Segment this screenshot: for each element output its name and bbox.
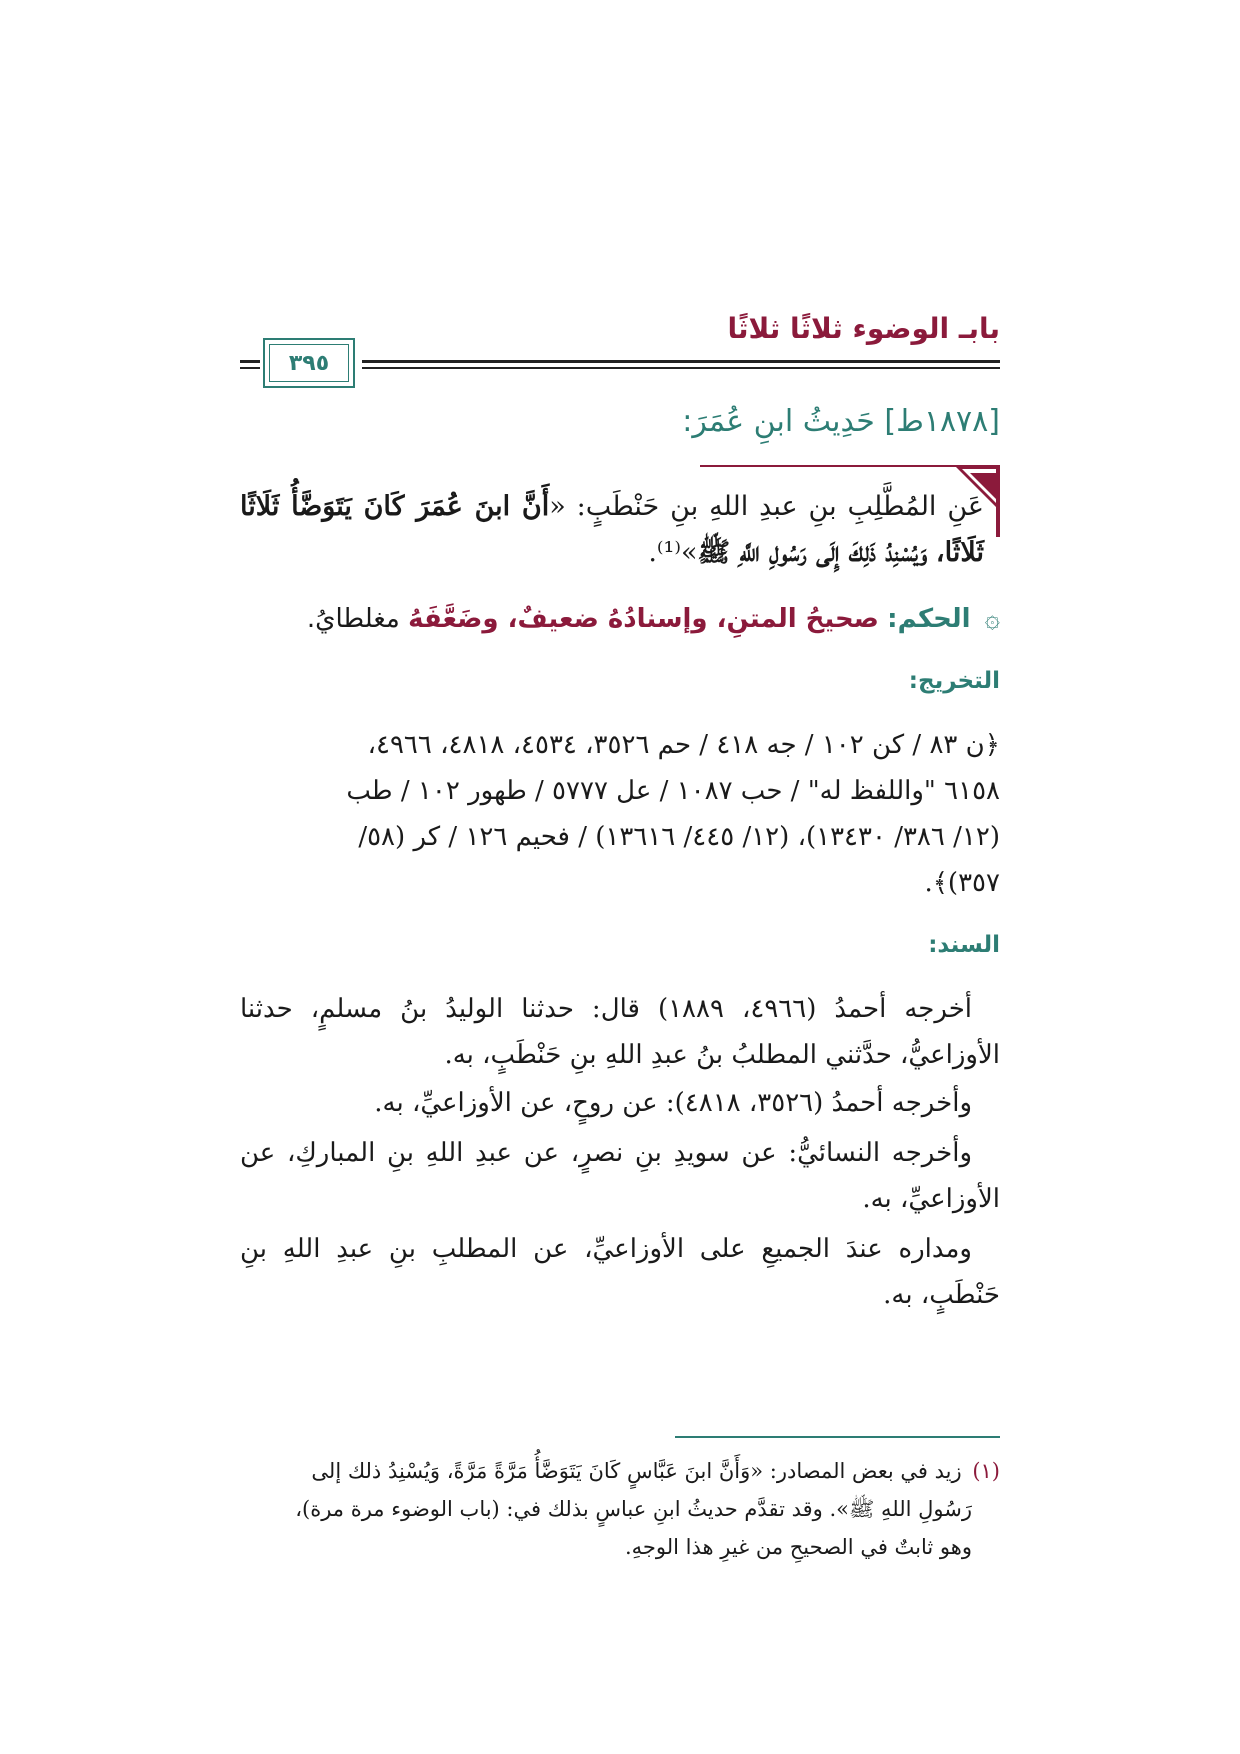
- hadith-end: »⁽¹⁾.: [648, 537, 698, 568]
- page-number: ٣٩٥: [288, 350, 330, 376]
- sanad-paragraph: وأخرجه أحمدُ (٣٥٢٦، ٤٨١٨): عن روحٍ، عن الأوزاعيِّ، به.: [374, 1088, 972, 1118]
- chapter-title: بابـ الوضوء ثلاثًا ثلاثًا: [727, 312, 1000, 345]
- footnote-separator: [675, 1436, 1000, 1438]
- takhrij-line: ٦١٥٨ "واللفظ له" / حب ١٠٨٧ / عل ٥٧٧٧ / طهور ١٠٢ / طب: [346, 776, 1000, 806]
- footnote-marker: (١): [972, 1459, 1000, 1483]
- takhrij-label: التخريج:: [908, 668, 1000, 694]
- ruling-label: الحكم:: [887, 604, 971, 634]
- footnote-line: وهو ثابتٌ في الصحيحِ من غيرِ هذا الوجهِ.: [624, 1535, 972, 1559]
- sanad-paragraph: وأخرجه النسائيُّ: عن سويدِ بنِ نصرٍ، عن عبدِ اللهِ بنِ المباركِ، عن الأوزاعيِّ، به.: [240, 1138, 1000, 1214]
- hadith-box-border: [996, 465, 1000, 537]
- footnote: [240, 1452, 1000, 1566]
- sanad-paragraph: أخرجه أحمدُ (٤٩٦٦، ١٨٨٩) قال: حدثنا الوليدُ بنُ مسلمٍ، حدثنا الأوزاعيُّ، حدَّثني المطلبُ بنُ عبدِ اللهِ بنِ حَنْطَبٍ، به.: [240, 994, 1000, 1070]
- hadith-matn: وَيُسْنِدُ ذَلِكَ إِلَى رَسُولِ اللَّهِ ﷺ: [697, 537, 928, 568]
- sanad-label: السند:: [928, 932, 1000, 958]
- takhrij-line: ٣٥٧)﴾.: [924, 868, 1000, 898]
- page-number-frame: [263, 338, 355, 388]
- hadith-matn: أَنَّ ابنَ عُمَرَ كَانَ يَتَوَضَّأُ ثَلَاثًا ثَلَاثًا،: [240, 491, 984, 568]
- takhrij-line: ﴿ن ٨٣ / كن ١٠٢ / جه ٤١٨ / حم ٣٥٢٦، ٤٥٣٤، ٤٨١٨، ٤٩٦٦،: [367, 730, 1000, 760]
- hadith-number: [١٨٧٨ط]: [884, 404, 1000, 439]
- hadith-title: حَدِيثُ ابنِ عُمَرَ:: [682, 404, 875, 439]
- takhrij-text: [240, 722, 1000, 906]
- ruling-tail: مغلطايُ.: [306, 604, 400, 634]
- header-rule: [362, 367, 1000, 369]
- hadith-heading: [682, 404, 1000, 439]
- ornament-icon: ۞: [984, 604, 1000, 634]
- header-rule: [240, 367, 260, 369]
- sanad-paragraph: ومداره عندَ الجميعِ على الأوزاعيِّ، عن المطلبِ بنِ عبدِ اللهِ بنِ حَنْطَبٍ، به.: [240, 1234, 1000, 1310]
- ruling-line: [240, 596, 1000, 642]
- header-rule: [240, 360, 260, 363]
- hadith-text: [240, 484, 984, 576]
- footnote-line: رَسُولِ اللهِ ﷺ». وقد تقدَّم حديثُ ابنِ عباسٍ بذلك في: (باب الوضوء مرة مرة)،: [295, 1497, 972, 1521]
- header-rule: [362, 360, 1000, 363]
- footnote-line: زيد في بعض المصادر: «وَأَنَّ ابنَ عَبَّاسٍ كَانَ يَتَوَضَّأُ مَرَّةً مَرَّةً، وَيُسْنِدُ ذلك إلى: [311, 1459, 962, 1483]
- hadith-intro: عَنِ المُطَّلِبِ بنِ عبدِ اللهِ بنِ حَنْطَبٍ: «: [549, 491, 984, 522]
- takhrij-line: (١٢/ ٣٨٦/ ١٣٤٣٠)، (١٢/ ٤٤٥/ ١٣٦١٦) / فحيم ١٢٦ / كر (٥٨/: [358, 822, 1000, 852]
- ruling-text: صحيحُ المتنِ، وإسنادُهُ ضعيفٌ، وضَعَّفَهُ: [408, 604, 879, 634]
